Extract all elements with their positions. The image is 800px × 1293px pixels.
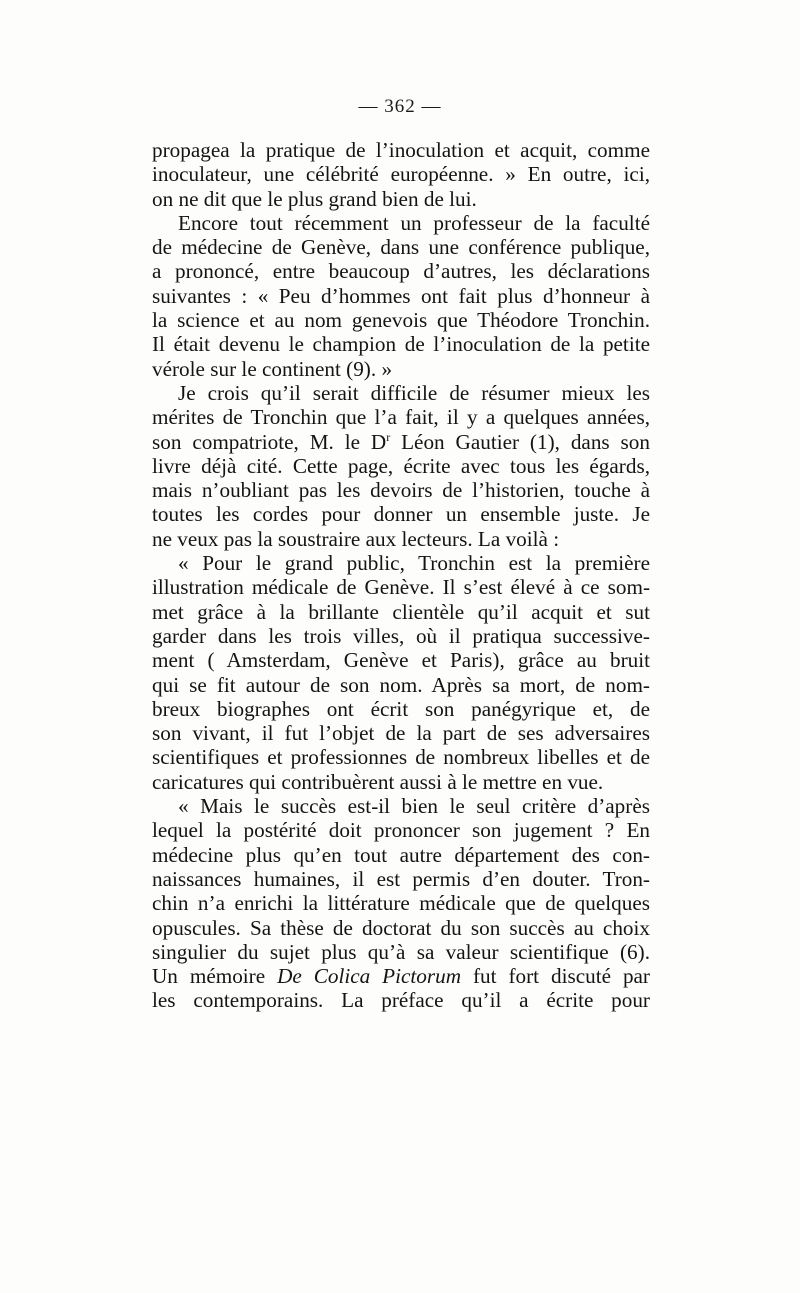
text-line-13-part-b: Léon Gautier (1), dans son bbox=[390, 429, 650, 454]
text-line-14: livre déjà cité. Cette page, écrite avec tous les égards, bbox=[152, 453, 650, 478]
text-line-31: naissances humaines, il est permis d’en douter. Tron- bbox=[152, 866, 650, 891]
text-line-25: son vivant, il fut l’objet de la part de ses adversaires bbox=[152, 721, 650, 746]
text-line-9: Il était devenu le champion de l’inoculation de la petite bbox=[152, 332, 650, 357]
text-line-22: ment ( Amsterdam, Genève et Paris), grâce au bruit bbox=[152, 648, 650, 673]
text-line-6: a prononcé, entre beaucoup d’autres, les déclarations bbox=[152, 259, 650, 284]
text-line-7: suivantes : « Peu d’hommes ont fait plus d’honneur à bbox=[152, 283, 650, 308]
text-line-21: garder dans les trois villes, où il pratiqua successive- bbox=[152, 623, 650, 648]
text-line-3: on ne dit que le plus grand bien de lui. bbox=[152, 186, 477, 211]
text-line-20: met grâce à la brillante clientèle qu’il acquit et sut bbox=[152, 599, 650, 624]
text-line-17: ne veux pas la soustraire aux lecteurs. La voilà : bbox=[152, 526, 560, 551]
text-line-33: opuscules. Sa thèse de doctorat du son succès au choix bbox=[152, 915, 650, 940]
text-line-32: chin n’a enrichi la littérature médicale que de quelques bbox=[152, 891, 650, 916]
text-line-28: « Mais le succès est-il bien le seul critère d’après bbox=[178, 794, 650, 819]
text-line-16: toutes les cordes pour donner un ensemble juste. Je bbox=[152, 502, 650, 527]
text-line-24: breux biographes ont écrit son panégyrique et, de bbox=[152, 696, 650, 721]
text-line-15: mais n’oubliant pas les devoirs de l’historien, touche à bbox=[152, 478, 650, 503]
book-title-italic: De Colica Pictorum bbox=[277, 964, 462, 989]
text-line-30: médecine plus qu’en tout autre département des con- bbox=[152, 842, 650, 867]
text-line-10: vérole sur le continent (9). » bbox=[152, 356, 393, 381]
text-line-12: mérites de Tronchin que l’a fait, il y a quelques années, bbox=[152, 405, 650, 430]
text-line-35-part-a: Un mémoire bbox=[152, 964, 278, 989]
text-line-26: scientifiques et professionnes de nombreux libelles et de bbox=[152, 745, 650, 770]
text-line-18: « Pour le grand public, Tronchin est la première bbox=[178, 551, 650, 576]
text-line-8: la science et au nom genevois que Théodore Tronchin. bbox=[152, 308, 650, 333]
text-line-27: caricatures qui contribuèrent aussi à le mettre en vue. bbox=[152, 769, 604, 794]
text-line-36: les contemporains. La préface qu’il a écrite pour bbox=[152, 988, 650, 1013]
text-line-35-part-b: fut fort discuté par bbox=[461, 964, 650, 989]
text-line-29: lequel la postérité doit prononcer son jugement ? En bbox=[152, 818, 650, 843]
page-number: — 362 — bbox=[358, 96, 442, 117]
text-line-23: qui se fit autour de son nom. Après sa mort, de nom- bbox=[152, 672, 650, 697]
text-line-34: singulier du sujet plus qu’à sa valeur scientifique (6). bbox=[152, 939, 650, 964]
body-text bbox=[152, 138, 650, 1013]
text-line-4: Encore tout récemment un professeur de la faculté bbox=[178, 210, 650, 235]
text-line-13 bbox=[152, 430, 650, 454]
text-line-2: inoculateur, une célébrité européenne. » En outre, ici, bbox=[152, 162, 650, 187]
text-line-13-superscript: r bbox=[386, 429, 391, 444]
text-line-35 bbox=[152, 964, 650, 988]
text-line-11: Je crois qu’il serait difficile de résumer mieux les bbox=[178, 380, 650, 405]
text-line-13-part-a: son compatriote, M. le D bbox=[152, 429, 387, 454]
text-line-19: illustration médicale de Genève. Il s’est élevé à ce som- bbox=[152, 575, 650, 600]
text-line-5: de médecine de Genève, dans une conférence publique, bbox=[152, 235, 650, 260]
text-line-1: propagea la pratique de l’inoculation et acquit, comme bbox=[152, 138, 650, 162]
